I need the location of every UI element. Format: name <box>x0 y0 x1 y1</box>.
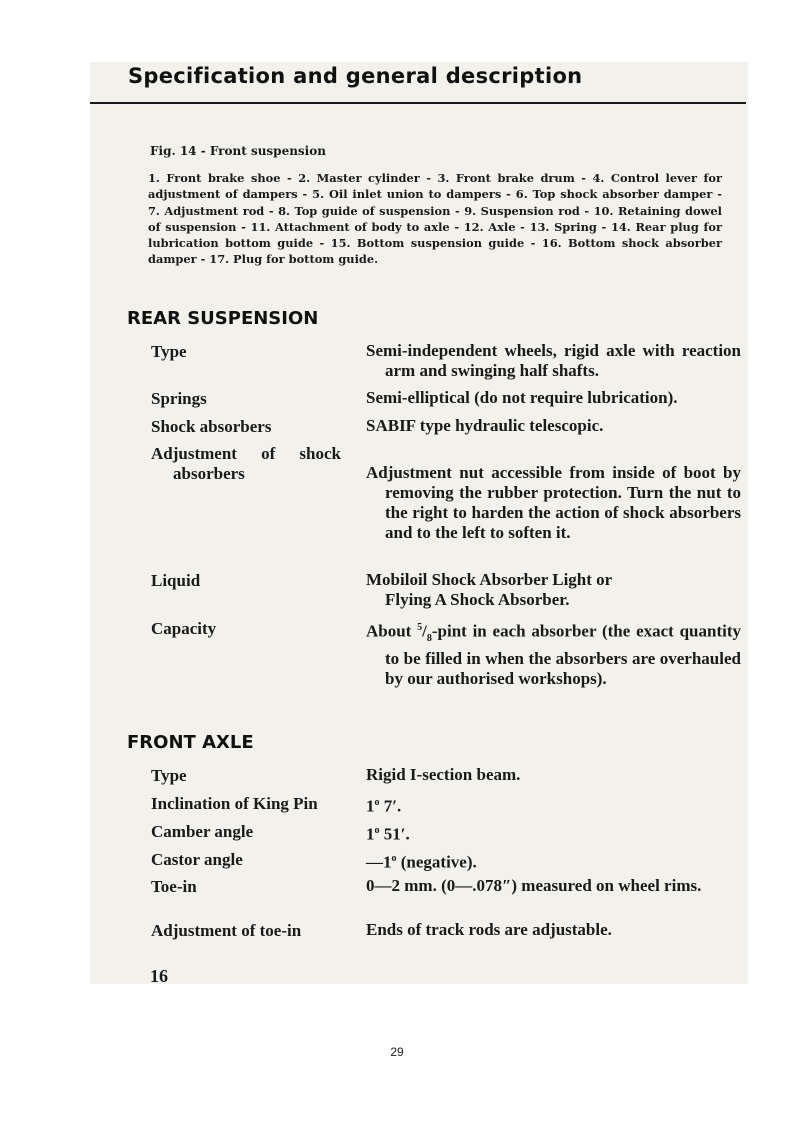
capacity-prefix: About <box>366 621 418 641</box>
section-heading-front-axle: FRONT AXLE <box>127 732 254 753</box>
spec-label-axle-type: Type <box>151 766 187 785</box>
spec-value-liquid <box>366 570 741 610</box>
book-page-number: 16 <box>150 966 168 986</box>
spec-label-adjustment-line1: Adjustment of shock <box>151 444 341 463</box>
section-heading-rear-suspension: REAR SUSPENSION <box>127 308 319 329</box>
spec-value-springs: Semi-elliptical (do not require lubrication). <box>366 388 678 407</box>
spec-label-shock-absorbers: Shock absorbers <box>151 417 272 436</box>
capacity-suffix: -pint in each absorber (the exact quantity to be filled in when the absorbers are overhauled by our authorised workshops). <box>385 621 741 689</box>
camber-minutes: 51′. <box>379 824 410 844</box>
header-divider <box>90 102 746 104</box>
spec-label-adjustment-line2: absorbers <box>173 464 245 483</box>
spec-value-castor: —1$^o$ (negative). <box>366 852 477 872</box>
spec-value-camber: 1$^o$ 51′. <box>366 824 410 844</box>
spec-label-capacity: Capacity <box>151 619 217 638</box>
spec-label-toe-in: Toe-in <box>151 877 197 896</box>
spec-label-liquid: Liquid <box>151 571 201 590</box>
spec-value-shock-absorbers: SABIF type hydraulic telescopic. <box>366 416 604 435</box>
page-title: Specification and general description <box>128 64 583 88</box>
spec-label-camber: Camber angle <box>151 822 254 841</box>
spec-value-liquid-line2: Flying A Shock Absorber. <box>385 590 570 609</box>
spec-label-adjustment <box>151 444 341 484</box>
spec-value-liquid-line1: Mobiloil Shock Absorber Light or <box>366 570 613 589</box>
spec-label-castor: Castor angle <box>151 850 243 869</box>
king-pin-degrees: 1 <box>366 796 375 816</box>
spec-value-king-pin: 1$^o$ 7′. <box>366 796 402 816</box>
camber-degrees: 1 <box>366 824 375 844</box>
spec-label-toe-in-adjustment: Adjustment of toe-in <box>151 921 302 940</box>
figure-caption-text: 1. Front brake shoe - 2. Master cylinder - 3. Front brake drum - 4. Control lever for adjustment of dampers - 5. Oil inlet union to dampers - 6. Top shock absorber damper - 7. Adjustment rod - 8. Top guide of suspension - 9. Suspension rod - 10. Retaining dowel of suspension - 11. Attachment of body to axle - 12. Axle - 13. Spring - 14. Rear plug for lubrication bottom guide - 15. Bottom suspension guide - 16. Bottom shock absorber damper - 17. Plug for bottom guide. <box>148 171 722 267</box>
spec-value-capacity: About $^5/_8$-pint in each absorber (the exact quantity to be filled in when the absorbers are overhauled by our authorised workshops). <box>366 621 741 689</box>
spec-value-axle-type: Rigid I-section beam. <box>366 765 521 784</box>
spec-label-type: Type <box>151 342 187 361</box>
castor-note: (negative). <box>396 852 477 872</box>
spec-value-toe-in-adjustment: Ends of track rods are adjustable. <box>366 920 612 939</box>
king-pin-minutes: 7′. <box>379 796 402 816</box>
spec-label-springs: Springs <box>151 389 207 408</box>
spec-label-king-pin: Inclination of King Pin <box>151 794 318 813</box>
capacity-fraction-numerator: 5 <box>417 622 423 633</box>
castor-degrees: —1 <box>366 852 392 872</box>
spec-value-toe-in: 0—2 mm. (0—.078″) measured on wheel rims. <box>366 876 702 895</box>
figure-caption-title: Fig. 14 - Front suspension <box>150 144 326 158</box>
spec-value-type: Semi-independent wheels, rigid axle with reaction arm and swinging half shafts. <box>366 341 741 380</box>
pdf-page-number: 29 <box>390 1045 404 1059</box>
capacity-fraction-denominator: 8 <box>426 633 432 645</box>
spec-value-adjustment: Adjustment nut accessible from inside of boot by removing the rubber protection. Turn the nut to the right to harden the action of shock absorbers and to the left to soften it. <box>366 463 741 542</box>
